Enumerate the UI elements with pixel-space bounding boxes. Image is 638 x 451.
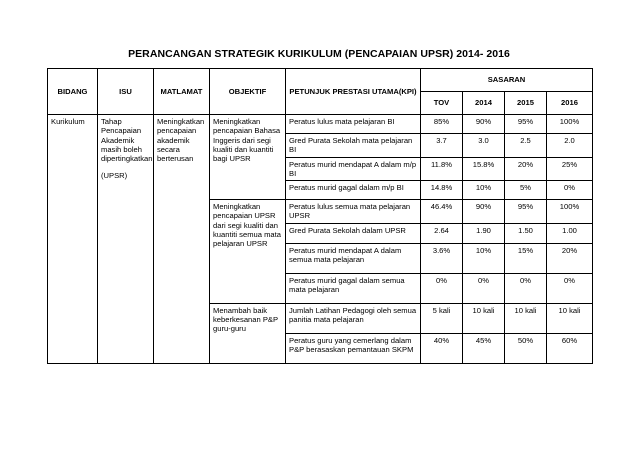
header-bidang: BIDANG (48, 69, 98, 115)
tov-cell: 3.7 (421, 134, 463, 158)
value-2014-cell: 10 kali (463, 303, 505, 333)
objektif-cell: Menambah baik keberkesanan P&P guru-guru (210, 303, 286, 363)
value-2014-cell: 90% (463, 200, 505, 224)
value-2014-cell: 0% (463, 273, 505, 303)
value-2016-cell: 100% (547, 200, 593, 224)
value-2014-cell: 45% (463, 333, 505, 363)
header-matlamat: MATLAMAT (154, 69, 210, 115)
header-tov: TOV (421, 92, 463, 115)
tov-cell: 0% (421, 273, 463, 303)
value-2016-cell: 0% (547, 181, 593, 200)
value-2016-cell: 100% (547, 115, 593, 134)
value-2015-cell: 1.50 (505, 223, 547, 243)
value-2014-cell: 90% (463, 115, 505, 134)
value-2016-cell: 20% (547, 243, 593, 273)
kpi-cell: Peratus murid mendapat A dalam semua mata pelajaran (286, 243, 421, 273)
value-2015-cell: 15% (505, 243, 547, 273)
value-2015-cell: 10 kali (505, 303, 547, 333)
kpi-cell: Peratus guru yang cemerlang dalam P&P berasaskan pemantauan SKPM (286, 333, 421, 363)
value-2015-cell: 2.5 (505, 134, 547, 158)
header-sasaran: SASARAN (421, 69, 593, 92)
tov-cell: 2.64 (421, 223, 463, 243)
value-2015-cell: 50% (505, 333, 547, 363)
value-2015-cell: 95% (505, 200, 547, 224)
value-2016-cell: 1.00 (547, 223, 593, 243)
kpi-cell: Peratus murid gagal dalam semua mata pelajaran (286, 273, 421, 303)
kpi-cell: Jumlah Latihan Pedagogi oleh semua panitia mata pelajaran (286, 303, 421, 333)
value-2015-cell: 5% (505, 181, 547, 200)
isu-cell: Tahap Pencapaian Akademik masih boleh dipertingkatkan (UPSR) (98, 115, 154, 364)
header-2015: 2015 (505, 92, 547, 115)
objektif-cell: Meningkatkan pencapaian UPSR dari segi kualiti dan kuantiti semua mata pelajaran UPSR (210, 200, 286, 304)
tov-cell: 11.8% (421, 157, 463, 181)
value-2016-cell: 2.0 (547, 134, 593, 158)
strategic-plan-table (47, 68, 593, 364)
value-2016-cell: 25% (547, 157, 593, 181)
page-title: PERANCANGAN STRATEGIK KURIKULUM (PENCAPAIAN UPSR) 2014- 2016 (128, 48, 510, 60)
table-row (48, 115, 593, 134)
tov-cell: 5 kali (421, 303, 463, 333)
value-2014-cell: 15.8% (463, 157, 505, 181)
matlamat-cell: Meningkatkan pencapaian akademik secara berterusan (154, 115, 210, 364)
kpi-cell: Peratus lulus mata pelajaran BI (286, 115, 421, 134)
value-2014-cell: 1.90 (463, 223, 505, 243)
isu-note: (UPSR) (101, 171, 128, 181)
objektif-cell: Meningkatkan pencapaian Bahasa Inggeris dari segi kualiti dan kuantiti bagi UPSR (210, 115, 286, 200)
value-2016-cell: 10 kali (547, 303, 593, 333)
header-petunjuk: PETUNJUK PRESTASI UTAMA(KPI) (286, 69, 421, 115)
kpi-cell: Peratus lulus semua mata pelajaran UPSR (286, 200, 421, 224)
tov-cell: 3.6% (421, 243, 463, 273)
kpi-cell: Gred Purata Sekolah mata pelajaran BI (286, 134, 421, 158)
bidang-cell: Kurikulum (48, 115, 98, 364)
kpi-cell: Peratus murid gagal dalam m/p BI (286, 181, 421, 200)
value-2014-cell: 10% (463, 243, 505, 273)
tov-cell: 85% (421, 115, 463, 134)
tov-cell: 40% (421, 333, 463, 363)
header-isu: ISU (98, 69, 154, 115)
kpi-cell: Gred Purata Sekolah dalam UPSR (286, 223, 421, 243)
header-objektif: OBJEKTIF (210, 69, 286, 115)
kpi-cell: Peratus murid mendapat A dalam m/p BI (286, 157, 421, 181)
value-2015-cell: 20% (505, 157, 547, 181)
tov-cell: 46.4% (421, 200, 463, 224)
value-2014-cell: 10% (463, 181, 505, 200)
value-2016-cell: 60% (547, 333, 593, 363)
header-2014: 2014 (463, 92, 505, 115)
value-2016-cell: 0% (547, 273, 593, 303)
value-2015-cell: 95% (505, 115, 547, 134)
header-2016: 2016 (547, 92, 593, 115)
value-2015-cell: 0% (505, 273, 547, 303)
value-2014-cell: 3.0 (463, 134, 505, 158)
tov-cell: 14.8% (421, 181, 463, 200)
